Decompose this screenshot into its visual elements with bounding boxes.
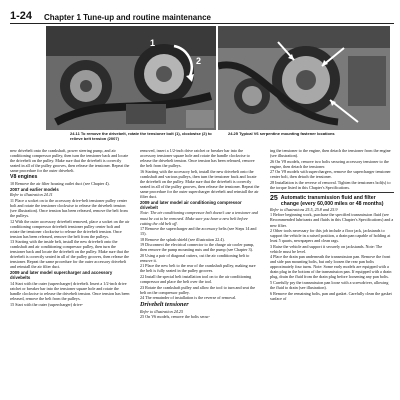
paragraph: 14 Start with the outer (supercharger) drivebelt. Insert a 1/2-inch drive ratchet or breaker bar into the tensioner square hole and rotate the handle clockwise to release the drivebelt tension. Once tension has been released, remove the belt from the pulleys. [10,280,130,302]
section-heading: Drivebelt tensioner [140,301,189,309]
section-header-25 [270,192,394,207]
text-column-1 [10,148,130,307]
svg-text:2: 2 [196,56,202,66]
photo-caption-left: 24.11 To remove the drivebelt, rotate the tensioner bolt (1), clockwise (2) to relieve belt tension (2007) [70,131,212,141]
paragraph: 11 Place a socket on to the accessory drive-belt tensioner pulley center bolt and rotate the tensioner clockwise to release the drivebelt tension (see illustration). Once tension has been released, remove the belt from the pulleys. [10,197,128,218]
paragraph: 3 Raise the vehicle and support it securely on jackstands. Note: The vehicle must be level. [270,243,383,254]
subsection-heading: 2009 and later model supercharger and accessory drivebelts [10,270,113,281]
paragraph: 17 Remove the supercharger and the accessory belts (see Steps 14 and 15). [140,226,257,237]
paragraph: 10 Remove the air filter housing outlet duct (see Chapter 4). [10,180,110,186]
paragraph: 23 Rotate the crankshaft pulley and allow the tool to turn and seat the belt on the compressor pulley. [140,284,256,295]
subsection-heading: 2009 and later model air conditioning compressor drivebelt [140,199,242,210]
paragraph: ing the tensioner to the engine, then detach the tensioner from the engine (see illustration). [270,148,391,159]
paragraph: 28 Installation is the reverse of removal. Tighten the tensioners bolt(s) to the torque listed in this Chapter's Specifications. [270,179,391,190]
paragraph: 6 Remove the remaining bolts, pan and gasket. Carefully clean the gasket surface of [270,290,392,301]
section-title: Automatic transmission fluid and filter change (every 60,000 miles or 48 months) [280,194,384,207]
photo-caption-right: 24.25 Typical V6 serpentine mounting fastener locations [228,131,335,136]
note: Note: The air conditioning compressor belt doesn't use a tensioner and must be cut to be removed. Make sure you have a new belt before cutting the old belt off. [140,210,258,226]
engine-photo-right [218,26,390,130]
photo-drivebelt-tensioner [46,26,216,130]
section-number: 25 [270,194,278,202]
illustration-reference: Refer to illustrations 25.5, 25.8 and 25.9 [270,206,338,212]
paragraph: 12 With the outer accessory drivebelt removed, place a socket on the air conditioning compressor drivebelt tensioner pulley center bolt and rotate the tensioner clockwise to release the drivebelt tension. Once tension has been released, remove the belt from the pulleys. [10,218,130,239]
paragraph: 22 Install the special belt installation tool on to the air conditioning compressor and place the belt over the tool. [140,274,252,285]
paragraph: 20 Using a pair of diagonal cutters, cut the air conditioning belt to remove it. [140,252,250,263]
paragraph: 16 Starting with the accessory belt, install the new drivebelt onto the crankshaft and various pulleys, then turn the tensioner back and locate the drivebelt on the pulley. Make sure that the drivebelt is correctly seated in all of the pulley grooves, then release the tensioner. Repeat the same procedure for the outer supercharger drivebelt and reinstall the air filter duct. [140,168,260,199]
paragraph: 24 The remainder of installation is the reverse of removal. [140,295,237,301]
text-column-3 [270,148,394,301]
chapter-title: Chapter 1 Tune-up and routine maintenance [44,13,211,22]
header-rule [10,23,394,24]
paragraph: 27 On V8 models with superchargers, remove the supercharger tensioner center bolt, then detach the tensioner. [270,169,391,180]
paragraph: 19 Disconnect the electrical connector to the charge air cooler pump, then remove the pump mounting nuts and the pump (see Chapter 3). [140,242,255,253]
illustration-reference: Refer to illustration 24.25 [140,308,184,314]
paragraph: 18 Remove the splash shield (see illustration 22.4). [140,236,225,242]
paragraph: removed, insert a 1/2-inch drive ratchet or breaker bar into the accessory tensioner square hole and rotate the handle clockwise to release the drivebelt tension. Once tension has been released, remove the belt from the pulleys. [140,148,255,169]
paragraph: 2 Other tools necessary for this job include a floor jack, jackstands to support the vehicle in a raised position, a drain pan capable of holding at least 5 quarts, newspapers and clean rags. [270,228,391,244]
svg-text:1: 1 [150,38,156,48]
paragraph: 5 Carefully pry the transmission pan loose with a screwdriver, allowing the fluid to drain (see illustration). [270,280,389,291]
paragraph: 1 Before beginning work, purchase the specified transmission fluid (see Recommended lubricants and fluids in this Chapter's Specifications) and a new filter. [270,212,394,228]
photo-serpentine-fasteners [218,26,390,130]
paragraph: 25 On V6 models, remove the bolts secur- [140,314,210,320]
page-header [10,8,394,22]
paragraph: 15 Start with the outer (supercharger) drive- [10,301,84,307]
engine-photo-left [46,26,216,130]
illustration-reference: Refer to illustration 24.11 [10,192,53,198]
paragraph: 26 On V8 models, remove two bolts securing accessory tensioner to the engine, then detach the tensioner. [270,158,389,169]
subsection-heading: 2007 and earlier models [10,186,59,192]
page-number: 1-24 [10,10,33,22]
text-column-2 [140,148,260,320]
paragraph: 13 Starting with the inside belt, install the new drivebelt onto the crankshaft and air conditioning compressor pulley, then turn the tensioner back and locate the drivebelt on the pulley. Make sure that the drivebelt is correctly seated in all of the pulley grooves, then release the tensioner. Repeat the same procedure for the outer accessory drivebelt and reinstall the air filter duct. [10,239,129,270]
paragraph: 4 Place the drain pan underneath the transmission pan. Remove the front and side pan mounting bolts, but only loosen the rear pan bolts approximately four turns. Note: Some early models are equipped with a drain plug in the bottom of the transmission pan. If equipped with a drain plug, drain the fluid from the drain plug before loosening any pan bolts. [270,254,392,280]
paragraph: 21 Place the new belt to the rear of the crankshaft pulley, making sure the belt is fully seated in the pulley grooves. [140,263,256,274]
section-heading: V8 engines [10,174,38,181]
paragraph: new drivebelt onto the crankshaft, power steering pump, and air conditioning compressor pulley, then turn the tensioner back and locate the drivebelt on the pulley. Make sure that the drivebelt is correctly seated in all of the pulley grooves, then release the tensioner. Repeat the same procedure for the outer drivebelt. [10,148,130,174]
